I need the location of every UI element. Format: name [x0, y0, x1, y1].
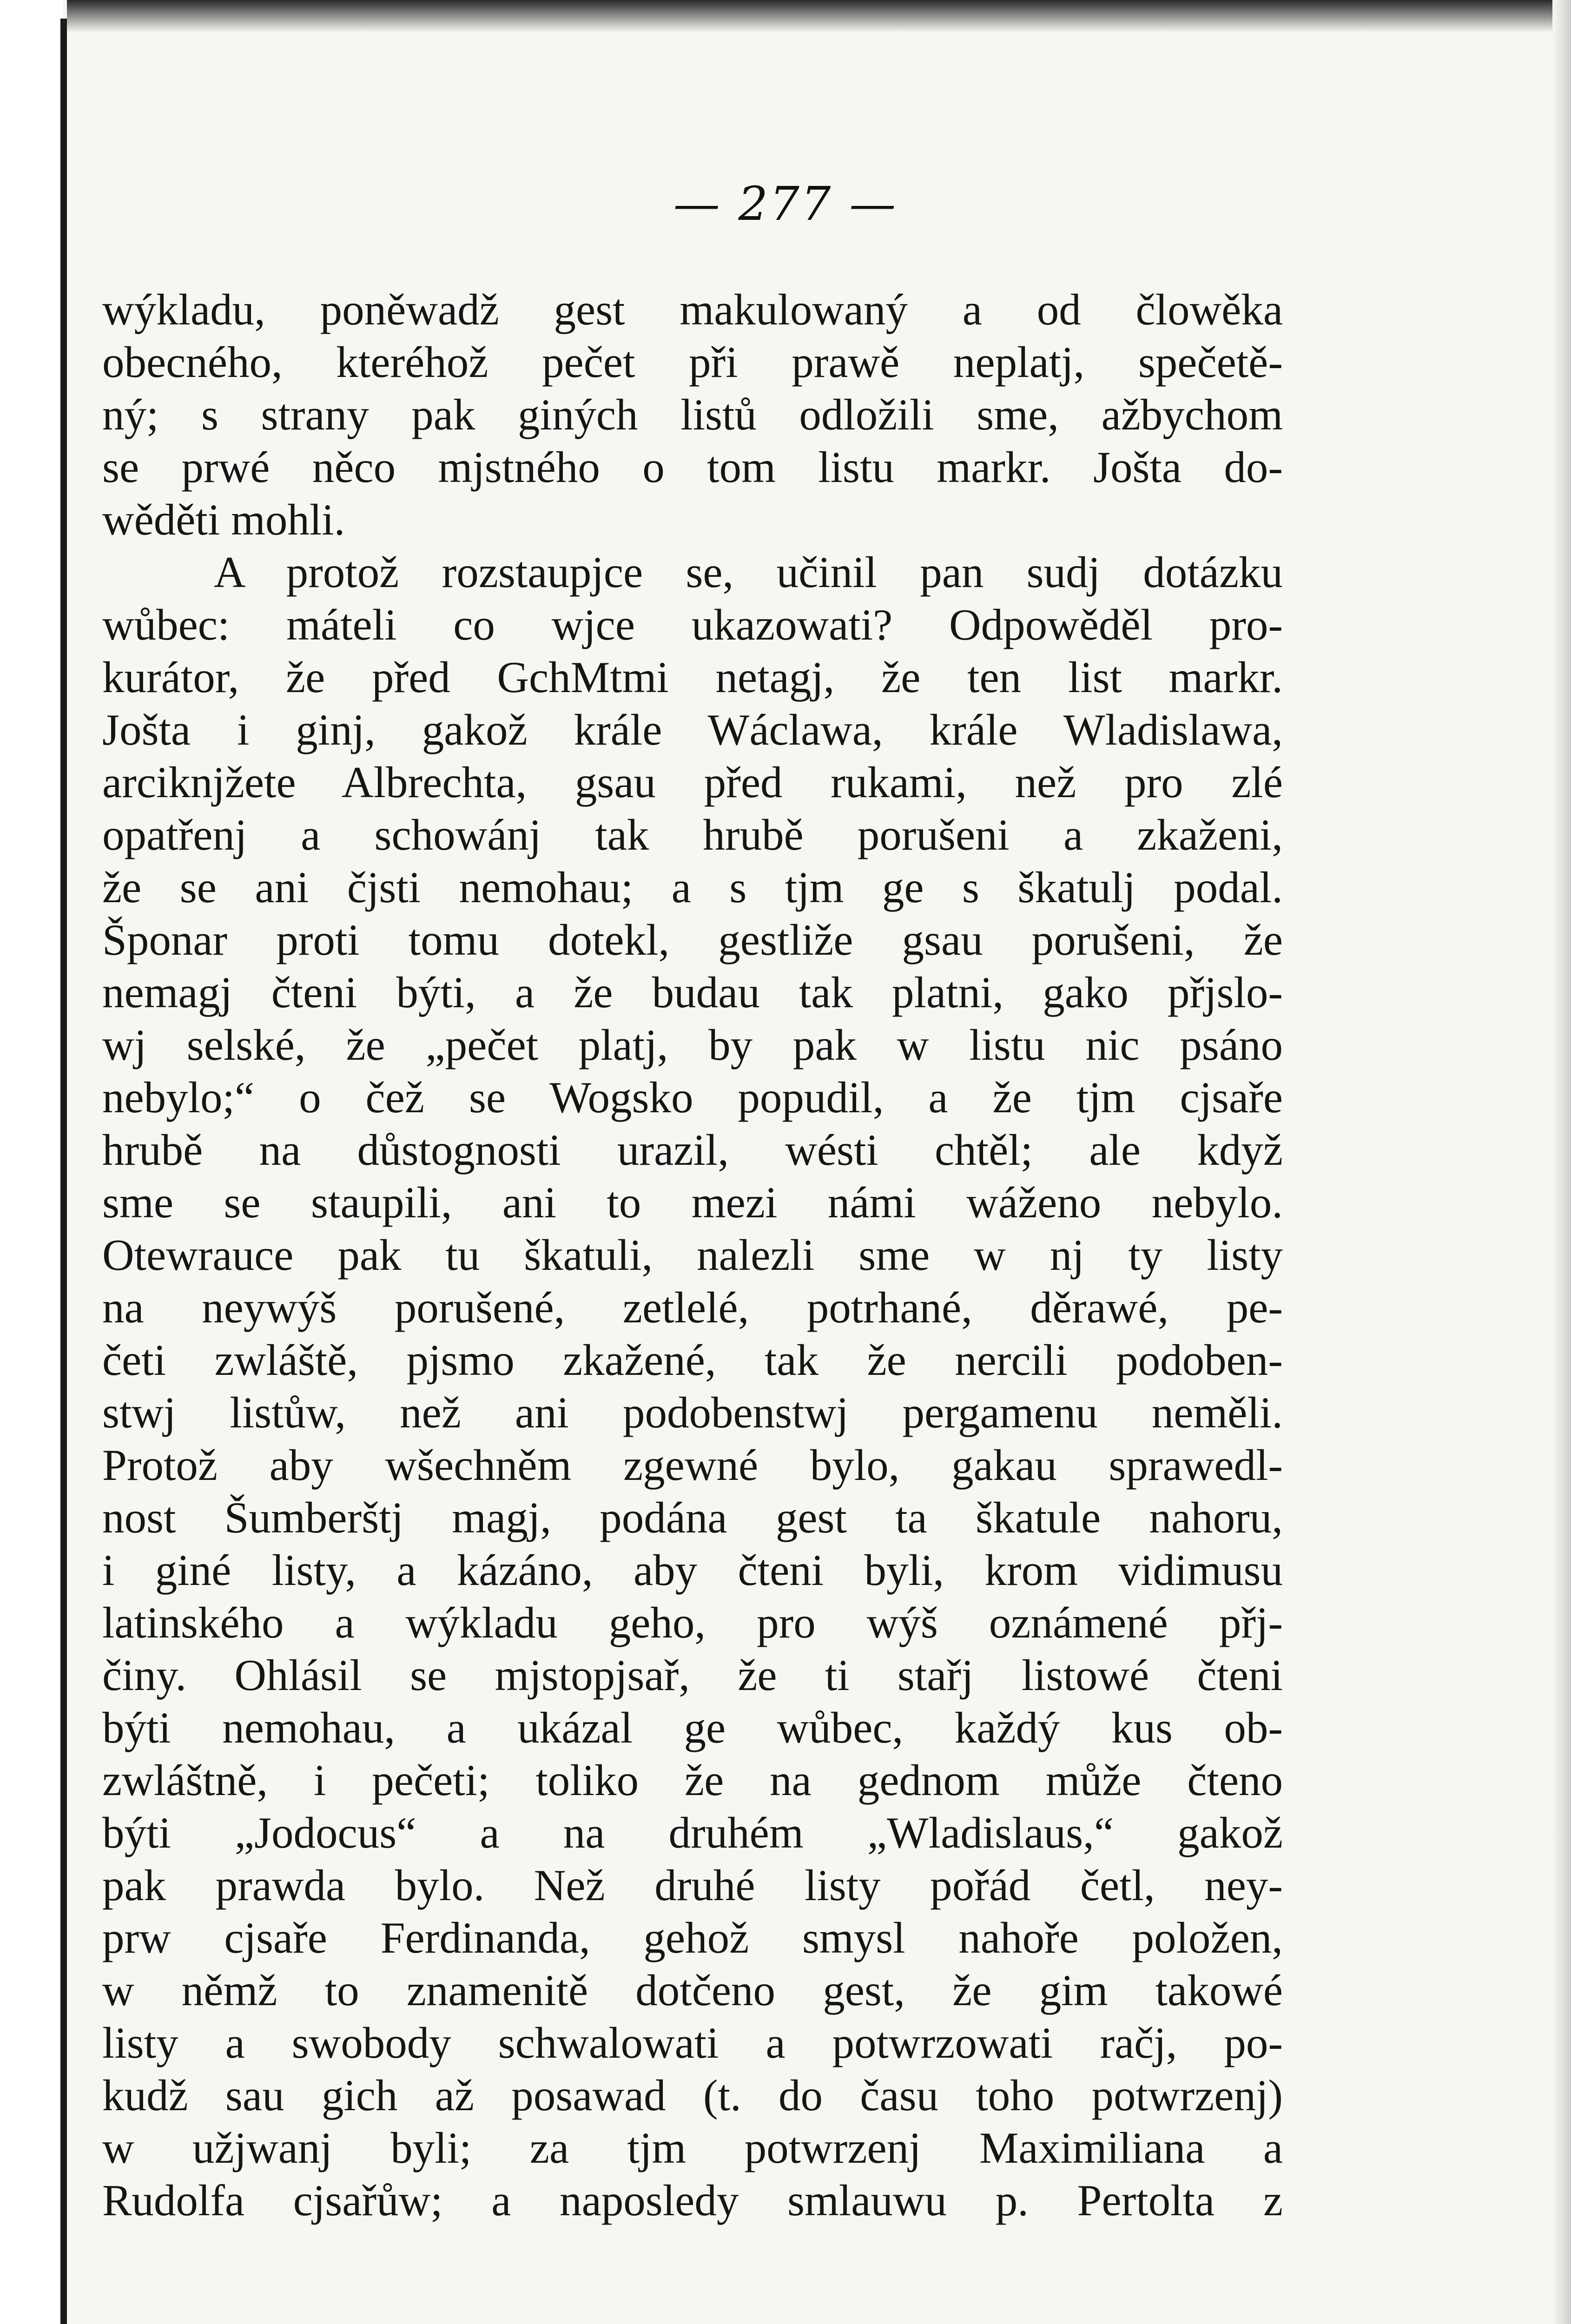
- text-line: arciknjžete Albrechta, gsau před rukami, než pro zlé: [102, 758, 1283, 807]
- text-line: sme se staupili, ani to mezi námi wáženo nebylo.: [102, 1178, 1283, 1227]
- text-line: wůbec: máteli co wjce ukazowati? Odpowěděl pro-: [102, 600, 1283, 649]
- text-line: býti nemohau, a ukázal ge wůbec, každý kus ob-: [102, 1703, 1283, 1752]
- text-line: stwj listůw, než ani podobenstwj pergamenu neměli.: [102, 1388, 1283, 1437]
- text-line: wj selské, že „pečet platj, by pak w listu nic psáno: [102, 1020, 1283, 1070]
- text-line: Protož aby wšechněm zgewné bylo, gakau sprawedl-: [102, 1440, 1283, 1490]
- text-line: nebylo;“ o čež se Wogsko popudil, a že tjm cjsaře: [102, 1073, 1283, 1122]
- text-line: ný; s strany pak giných listů odložili sme, ažbychom: [102, 390, 1283, 439]
- text-line: četi zwláště, pjsmo zkažené, tak že nercili podoben-: [102, 1335, 1283, 1385]
- left-page-margin: [0, 0, 63, 2324]
- text-line: w užjwanj byli; za tjm potwrzenj Maximiliana a: [102, 2123, 1283, 2172]
- text-line: Otewrauce pak tu škatuli, nalezli sme w nj ty listy: [102, 1230, 1283, 1280]
- text-line: i giné listy, a kázáno, aby čteni byli, krom vidimusu: [102, 1545, 1283, 1595]
- text-line: nemagj čteni býti, a že budau tak platni, gako přjslo-: [102, 968, 1283, 1017]
- text-line: wýkladu, poněwadž gest makulowaný a od člowěka: [102, 285, 1283, 334]
- page-number: — 277 —: [673, 177, 898, 231]
- text-line: na neywýš porušené, zetlelé, potrhané, děrawé, pe-: [102, 1283, 1283, 1332]
- text-line: Jošta i ginj, gakož krále Wáclawa, krále Wladislawa,: [102, 705, 1283, 754]
- text-line: hrubě na důstognosti urazil, wésti chtěl; ale když: [102, 1125, 1283, 1175]
- text-line: nost Šumberštj magj, podána gest ta škatule nahoru,: [102, 1493, 1283, 1542]
- page-gutter-edge: [60, 19, 67, 2324]
- text-line: w němž to znamenitě dotčeno gest, že gim takowé: [102, 1966, 1283, 2015]
- text-line: A protož rozstaupjce se, učinil pan sudj dotázku: [214, 548, 1283, 597]
- text-line: wěděti mohli.: [102, 495, 345, 544]
- text-line: Rudolfa cjsařůw; a naposledy smlauwu p. Pertolta z: [102, 2176, 1283, 2225]
- text-line: se prwé něco mjstného o tom listu markr. Jošta do-: [102, 442, 1283, 492]
- text-line: prw cjsaře Ferdinanda, gehož smysl nahoře položen,: [102, 1913, 1283, 1962]
- text-line: obecného, kteréhož pečet při prawě neplatj, spečetě-: [102, 337, 1283, 387]
- text-line: Šponar proti tomu dotekl, gestliže gsau porušeni, že: [102, 915, 1283, 964]
- body-text: [102, 284, 1283, 2227]
- page-right-edge: [1552, 0, 1571, 2324]
- text-line: pak prawda bylo. Než druhé listy pořád četl, ney-: [102, 1861, 1283, 1910]
- text-line: býti „Jodocus“ a na druhém „Wladislaus,“ gakož: [102, 1808, 1283, 1857]
- text-line: že se ani čjsti nemohau; a s tjm ge s škatulj podal.: [102, 863, 1283, 912]
- text-line: zwláštně, i pečeti; toliko že na gednom může čteno: [102, 1756, 1283, 1805]
- text-line: kurátor, že před GchMtmi netagj, že ten list markr.: [102, 653, 1283, 702]
- text-line: opatřenj a schowánj tak hrubě porušeni a zkaženi,: [102, 810, 1283, 859]
- text-line: kudž sau gich až posawad (t. do času toho potwrzenj): [102, 2071, 1283, 2120]
- text-line: činy. Ohlásil se mjstopjsař, že ti stařj listowé čteni: [102, 1651, 1283, 1700]
- text-line: latinského a wýkladu geho, pro wýš oznámené přj-: [102, 1598, 1283, 1647]
- text-line: listy a swobody schwalowati a potwrzowati račj, po-: [102, 2018, 1283, 2067]
- page-top-edge: [67, 0, 1571, 33]
